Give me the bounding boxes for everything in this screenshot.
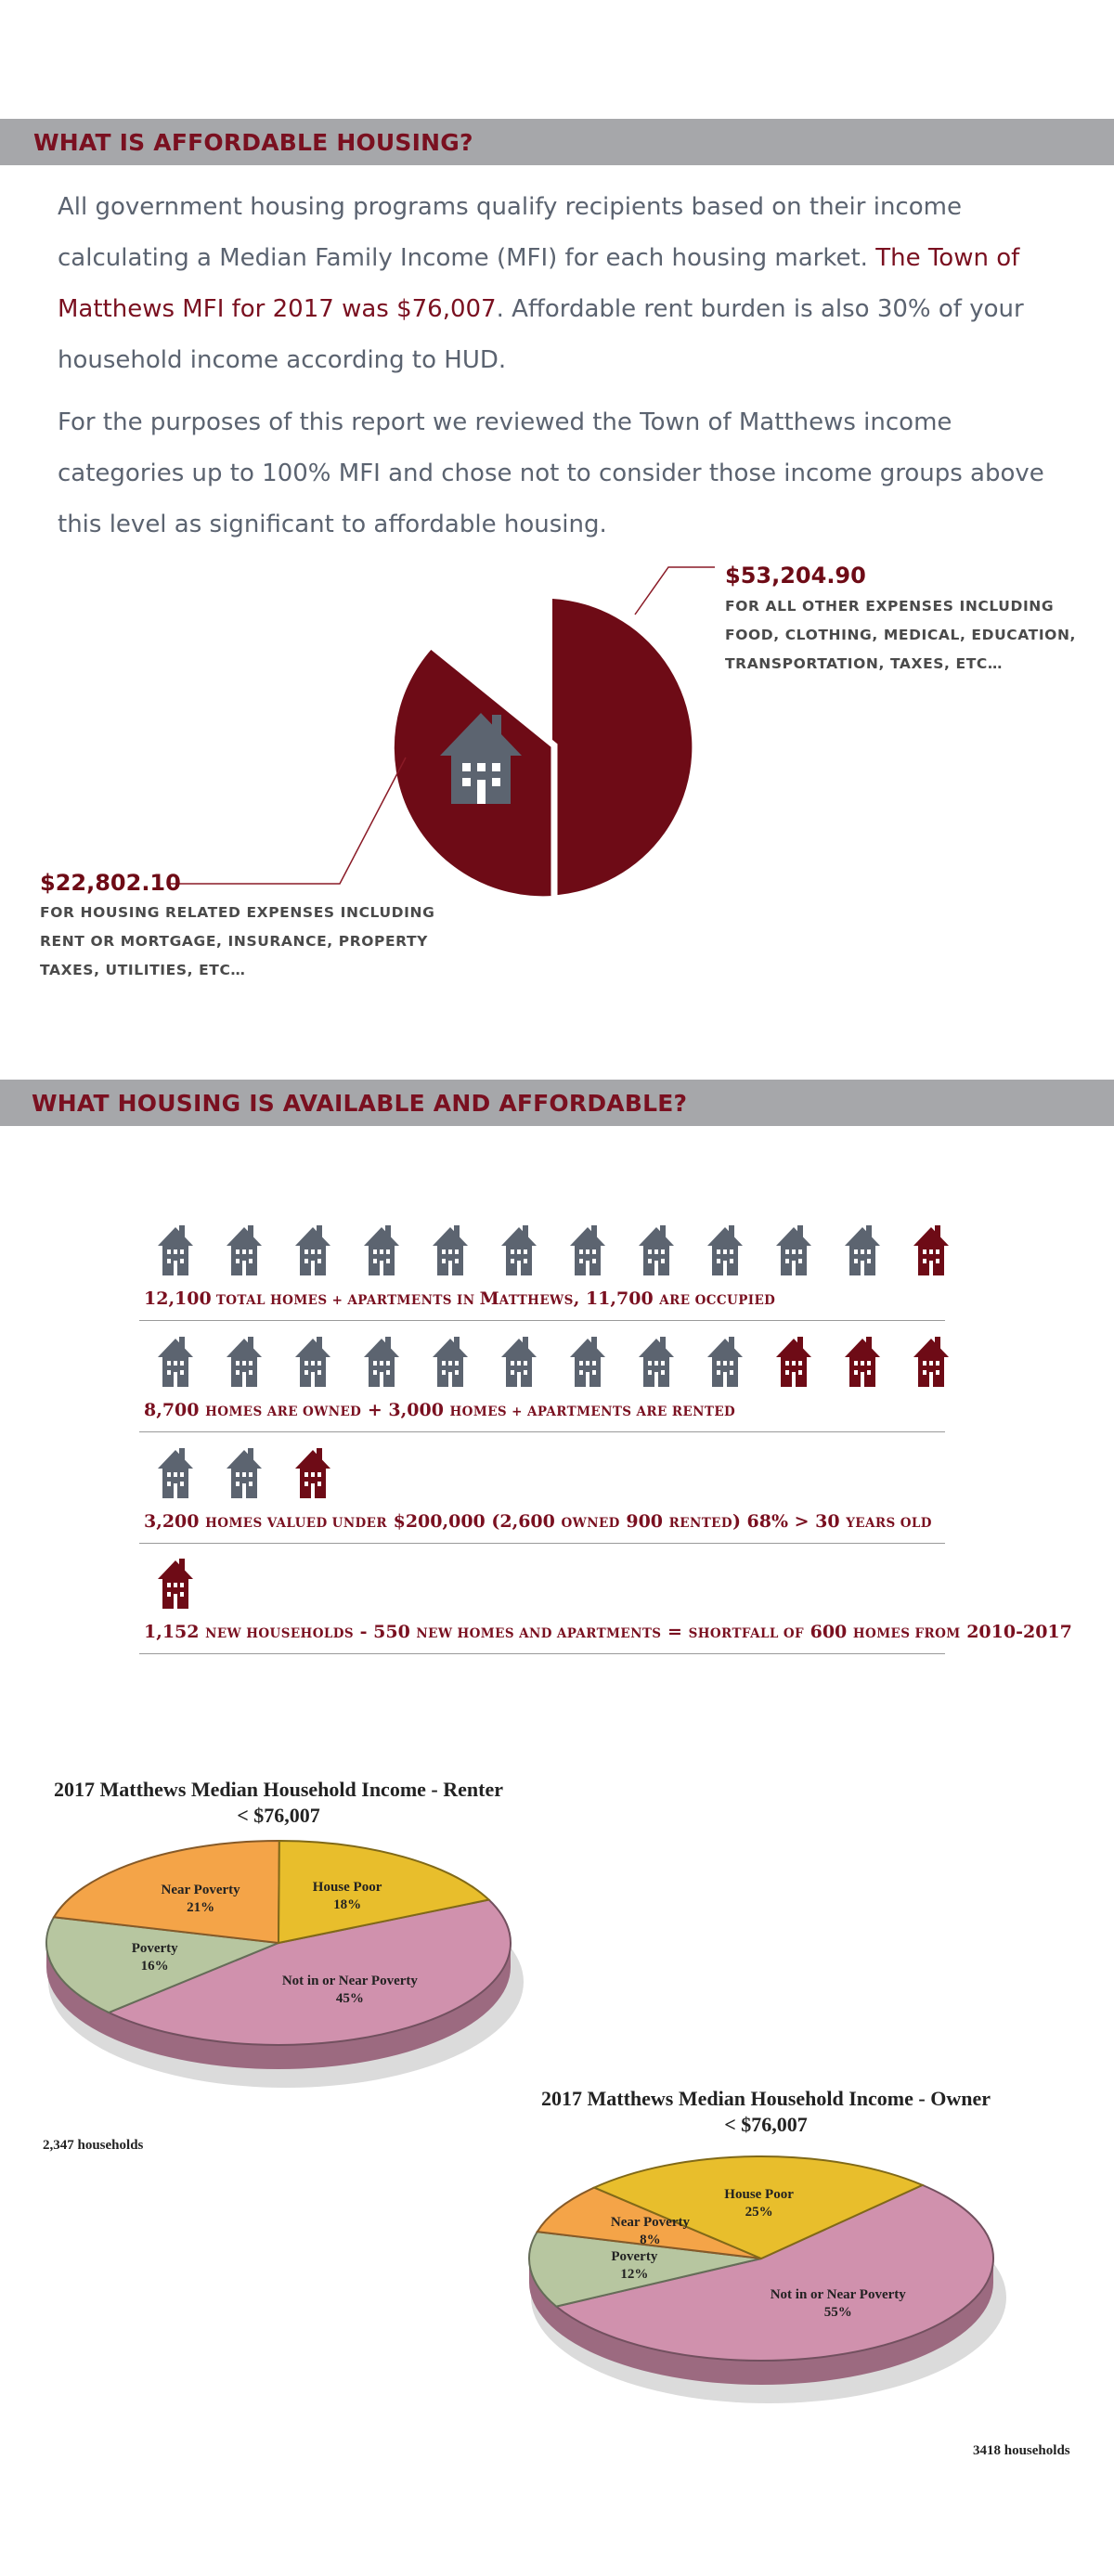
other-desc-line: FOOD, CLOTHING, MEDICAL, EDUCATION, — [725, 627, 1077, 643]
slice-value: 18% — [333, 1897, 362, 1913]
caption-fragment: NEW HOUSEHOLDS — [205, 1626, 355, 1641]
scope-paragraph: For the purposes of this report we reviewed the Town of Matthews income categories up to 100% MFI and chose not to consider those income groups above this level as significant to affordable housing. — [58, 408, 1044, 538]
slice-name: Near Poverty — [161, 1883, 240, 1898]
caption-fragment: NEW HOMES AND APARTMENTS — [416, 1626, 662, 1641]
slice-value: 8% — [640, 2233, 661, 2248]
slice-value: 25% — [745, 2204, 773, 2220]
intro-text-a: All government housing programs qualify recipients based on their income calculating a Median Family Income (MFI) for each housing market. — [58, 193, 962, 272]
caption-fragment: HOMES FROM — [852, 1626, 961, 1641]
slice-name: House Poor — [724, 2186, 794, 2202]
caption-fragment: 1,152 — [144, 1622, 206, 1642]
caption-fragment: , 11,700 — [573, 1288, 660, 1309]
caption-fragment: OWNED — [561, 1516, 620, 1531]
owner-slice-label — [724, 2186, 794, 2221]
caption-fragment: 3,200 — [144, 1511, 206, 1532]
caption-fragment: - 550 — [354, 1622, 417, 1642]
owner-households-note: 3418 households — [973, 2443, 1070, 2458]
caption-fragment: ) 68% > 30 — [732, 1511, 847, 1532]
slice-value: 16% — [140, 1958, 169, 1974]
caption-fragment: HOMES ARE OWNED — [205, 1405, 362, 1419]
other-desc-line: TRANSPORTATION, TAXES, ETC… — [725, 655, 1003, 672]
caption-fragment: 900 — [619, 1511, 669, 1532]
caption-fragment: RENTED — [668, 1516, 732, 1531]
caption-fragment: HOMES VALUED UNDER — [205, 1516, 387, 1531]
housing-desc-line: TAXES, UTILITIES, ETC… — [40, 962, 246, 978]
caption-fragment: ATTHEWS — [499, 1293, 574, 1308]
slice-name: Not in or Near Poverty — [770, 2287, 906, 2303]
renter-slice-label — [162, 1882, 240, 1917]
slice-value: 12% — [620, 2266, 649, 2282]
caption-fragment: 12,100 — [144, 1288, 212, 1309]
slice-name: Near Poverty — [610, 2215, 690, 2231]
housing-expenses-amount: $22,802.10 — [40, 870, 181, 896]
slice-name: House Poor — [312, 1880, 382, 1896]
caption-fragment: + 3,000 — [361, 1400, 450, 1420]
caption-fragment: HOMES + APARTMENTS ARE RENTED — [449, 1405, 736, 1419]
caption-fragment: 2010-2017 — [960, 1622, 1072, 1642]
intro-text-b: . Affordable rent burden is also 30% of your household income according to HUD. — [58, 295, 1024, 374]
slice-value: 21% — [187, 1900, 215, 1916]
caption-fragment: = — [661, 1622, 689, 1642]
slice-name: Poverty — [131, 1940, 178, 1956]
mfi-highlight: The Town of Matthews MFI for 2017 was $76,007 — [58, 244, 1020, 323]
caption-fragment: $200,000 (2,600 — [386, 1511, 562, 1532]
housing-desc-line: FOR HOUSING RELATED EXPENSES INCLUDING — [40, 904, 435, 921]
renter-subtitle-text: < $76,007 — [237, 1804, 320, 1827]
section-heading: WHAT HOUSING IS AVAILABLE AND AFFORDABLE? — [32, 1090, 688, 1117]
section-heading: WHAT IS AFFORDABLE HOUSING? — [33, 129, 473, 156]
owner-slice-label — [611, 2248, 657, 2284]
renter-slice-label — [132, 1940, 178, 1975]
caption-fragment: 8,700 — [144, 1400, 206, 1420]
renter-slice-label — [313, 1879, 382, 1914]
caption-fragment: ARE OCCUPIED — [659, 1293, 776, 1308]
housing-desc-line: RENT OR MORTGAGE, INSURANCE, PROPERTY — [40, 933, 428, 950]
slice-value: 45% — [335, 1991, 364, 2007]
caption-fragment: TOTAL HOMES + APARTMENTS IN — [211, 1293, 480, 1308]
renter-households-note: 2,347 households — [43, 2138, 144, 2153]
caption-fragment: SHORTFALL OF — [688, 1626, 804, 1641]
slice-value: 55% — [823, 2305, 852, 2321]
owner-subtitle-text: < $76,007 — [724, 2113, 808, 2136]
caption-fragment: YEARS OLD — [846, 1516, 932, 1531]
renter-slice-label — [282, 1973, 418, 2008]
other-expenses-amount: $53,204.90 — [725, 563, 866, 589]
other-desc-line: FOR ALL OTHER EXPENSES INCLUDING — [725, 598, 1055, 615]
owner-slice-label — [611, 2214, 690, 2249]
owner-slice-label — [771, 2286, 906, 2322]
slice-name: Not in or Near Poverty — [281, 1974, 418, 1989]
caption-fragment: 600 — [803, 1622, 853, 1642]
slice-name: Poverty — [611, 2248, 658, 2264]
caption-fragment: M — [479, 1288, 499, 1309]
renter-title-text: 2017 Matthews Median Household Income - Renter — [54, 1778, 503, 1801]
owner-title-text: 2017 Matthews Median Household Income - Owner — [541, 2087, 991, 2110]
